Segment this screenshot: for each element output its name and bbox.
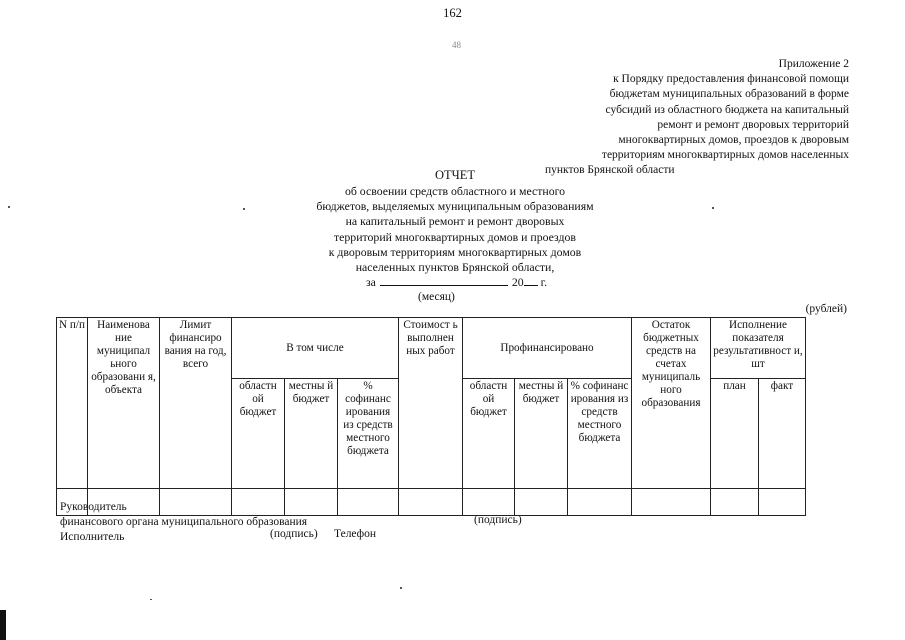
scan-speck (8, 206, 10, 208)
appendix-line: многоквартирных домов, проездов к дворовым (618, 134, 849, 147)
appendix-line: к Порядку предоставления финансовой помощи (613, 73, 849, 86)
scan-speck (150, 599, 152, 600)
table-cell (568, 489, 632, 516)
appendix-line: бюджетам муниципальных образований в форме (609, 88, 849, 101)
month-label: (месяц) (418, 291, 455, 303)
header-fin-regional: областн ой бюджет (463, 379, 515, 489)
report-title: ОТЧЕТ (434, 168, 476, 182)
scan-speck (243, 208, 245, 210)
report-table (56, 317, 806, 516)
scan-speck (712, 207, 714, 209)
header-financed: Профинансировано (463, 318, 632, 379)
subtitle-line: об освоении средств областного и местного (344, 184, 566, 198)
header-limit: Лимит финансиро вания на год, всего (160, 318, 232, 489)
table-cell (759, 489, 806, 516)
phone-label: Телефон (334, 528, 377, 540)
header-plan: план (711, 379, 759, 489)
period-year: 20 (511, 275, 524, 289)
head-title-line1: Руководитель (60, 501, 127, 513)
header-fin-cofin: % софинанс ирования из средств местного бюджета (568, 379, 632, 489)
header-balance: Остаток бюджетных средств на счетах муниципаль ного образования (632, 318, 711, 489)
header-incl-regional: областн ой бюджет (232, 379, 285, 489)
table-cell (399, 489, 463, 516)
appendix-line: пунктов Брянской области (545, 164, 675, 177)
appendix-line: субсидий из областного бюджета на капитальный (605, 103, 849, 116)
subtitle-line: на капитальный ремонт и ремонт дворовых (345, 214, 565, 229)
period-suffix: г. (540, 275, 548, 289)
executor-signature-label: (подпись) (270, 528, 318, 540)
period-line (366, 275, 547, 290)
period-prefix: за (366, 275, 376, 289)
table-cell (338, 489, 399, 516)
header-indicator: Исполнение показателя результативност и, шт (711, 318, 806, 379)
year-blank-field (524, 275, 538, 286)
units-label: (рублей) (805, 303, 847, 315)
month-blank-field (380, 275, 508, 286)
head-title-line2: финансового органа муниципального образования (60, 516, 308, 528)
table-cell (463, 489, 515, 516)
header-num: N п/п (57, 318, 88, 489)
appendix-line: территориям многоквартирных домов населенных (601, 149, 849, 162)
header-including: В том числе (232, 318, 399, 379)
table-cell (711, 489, 759, 516)
table-cell (515, 489, 568, 516)
scan-edge-mark (0, 610, 6, 640)
header-cost: Стоимост ь выполнен ных работ (399, 318, 463, 489)
stamp-number: 48 (452, 40, 461, 50)
appendix-line: Приложение 2 (778, 58, 849, 70)
report-subtitle (250, 184, 660, 275)
header-incl-cofin: % софинанс ирования из средств местного бюджета (338, 379, 399, 489)
appendix-header (545, 57, 849, 179)
scan-speck (400, 587, 402, 589)
executor-label: Исполнитель (60, 531, 125, 543)
header-fin-local: местны й бюджет (515, 379, 568, 489)
subtitle-line: территорий многоквартирных домов и проездов (334, 229, 576, 244)
subtitle-line: к дворовым территориям многоквартирных домов (328, 244, 582, 259)
subtitle-line: населенных пунктов Брянской области, (355, 260, 555, 275)
appendix-line: ремонт и ремонт дворовых территорий (657, 118, 849, 131)
head-signature-label: (подпись) (474, 514, 522, 526)
header-name: Наименова ние муниципал ьного образовани я, объекта (88, 318, 160, 489)
header-incl-local: местны й бюджет (285, 379, 338, 489)
page-number: 162 (443, 6, 462, 20)
table-cell (632, 489, 711, 516)
subtitle-line: бюджетов, выделяемых муниципальным образованиям (316, 199, 594, 214)
header-fact: факт (759, 379, 806, 489)
